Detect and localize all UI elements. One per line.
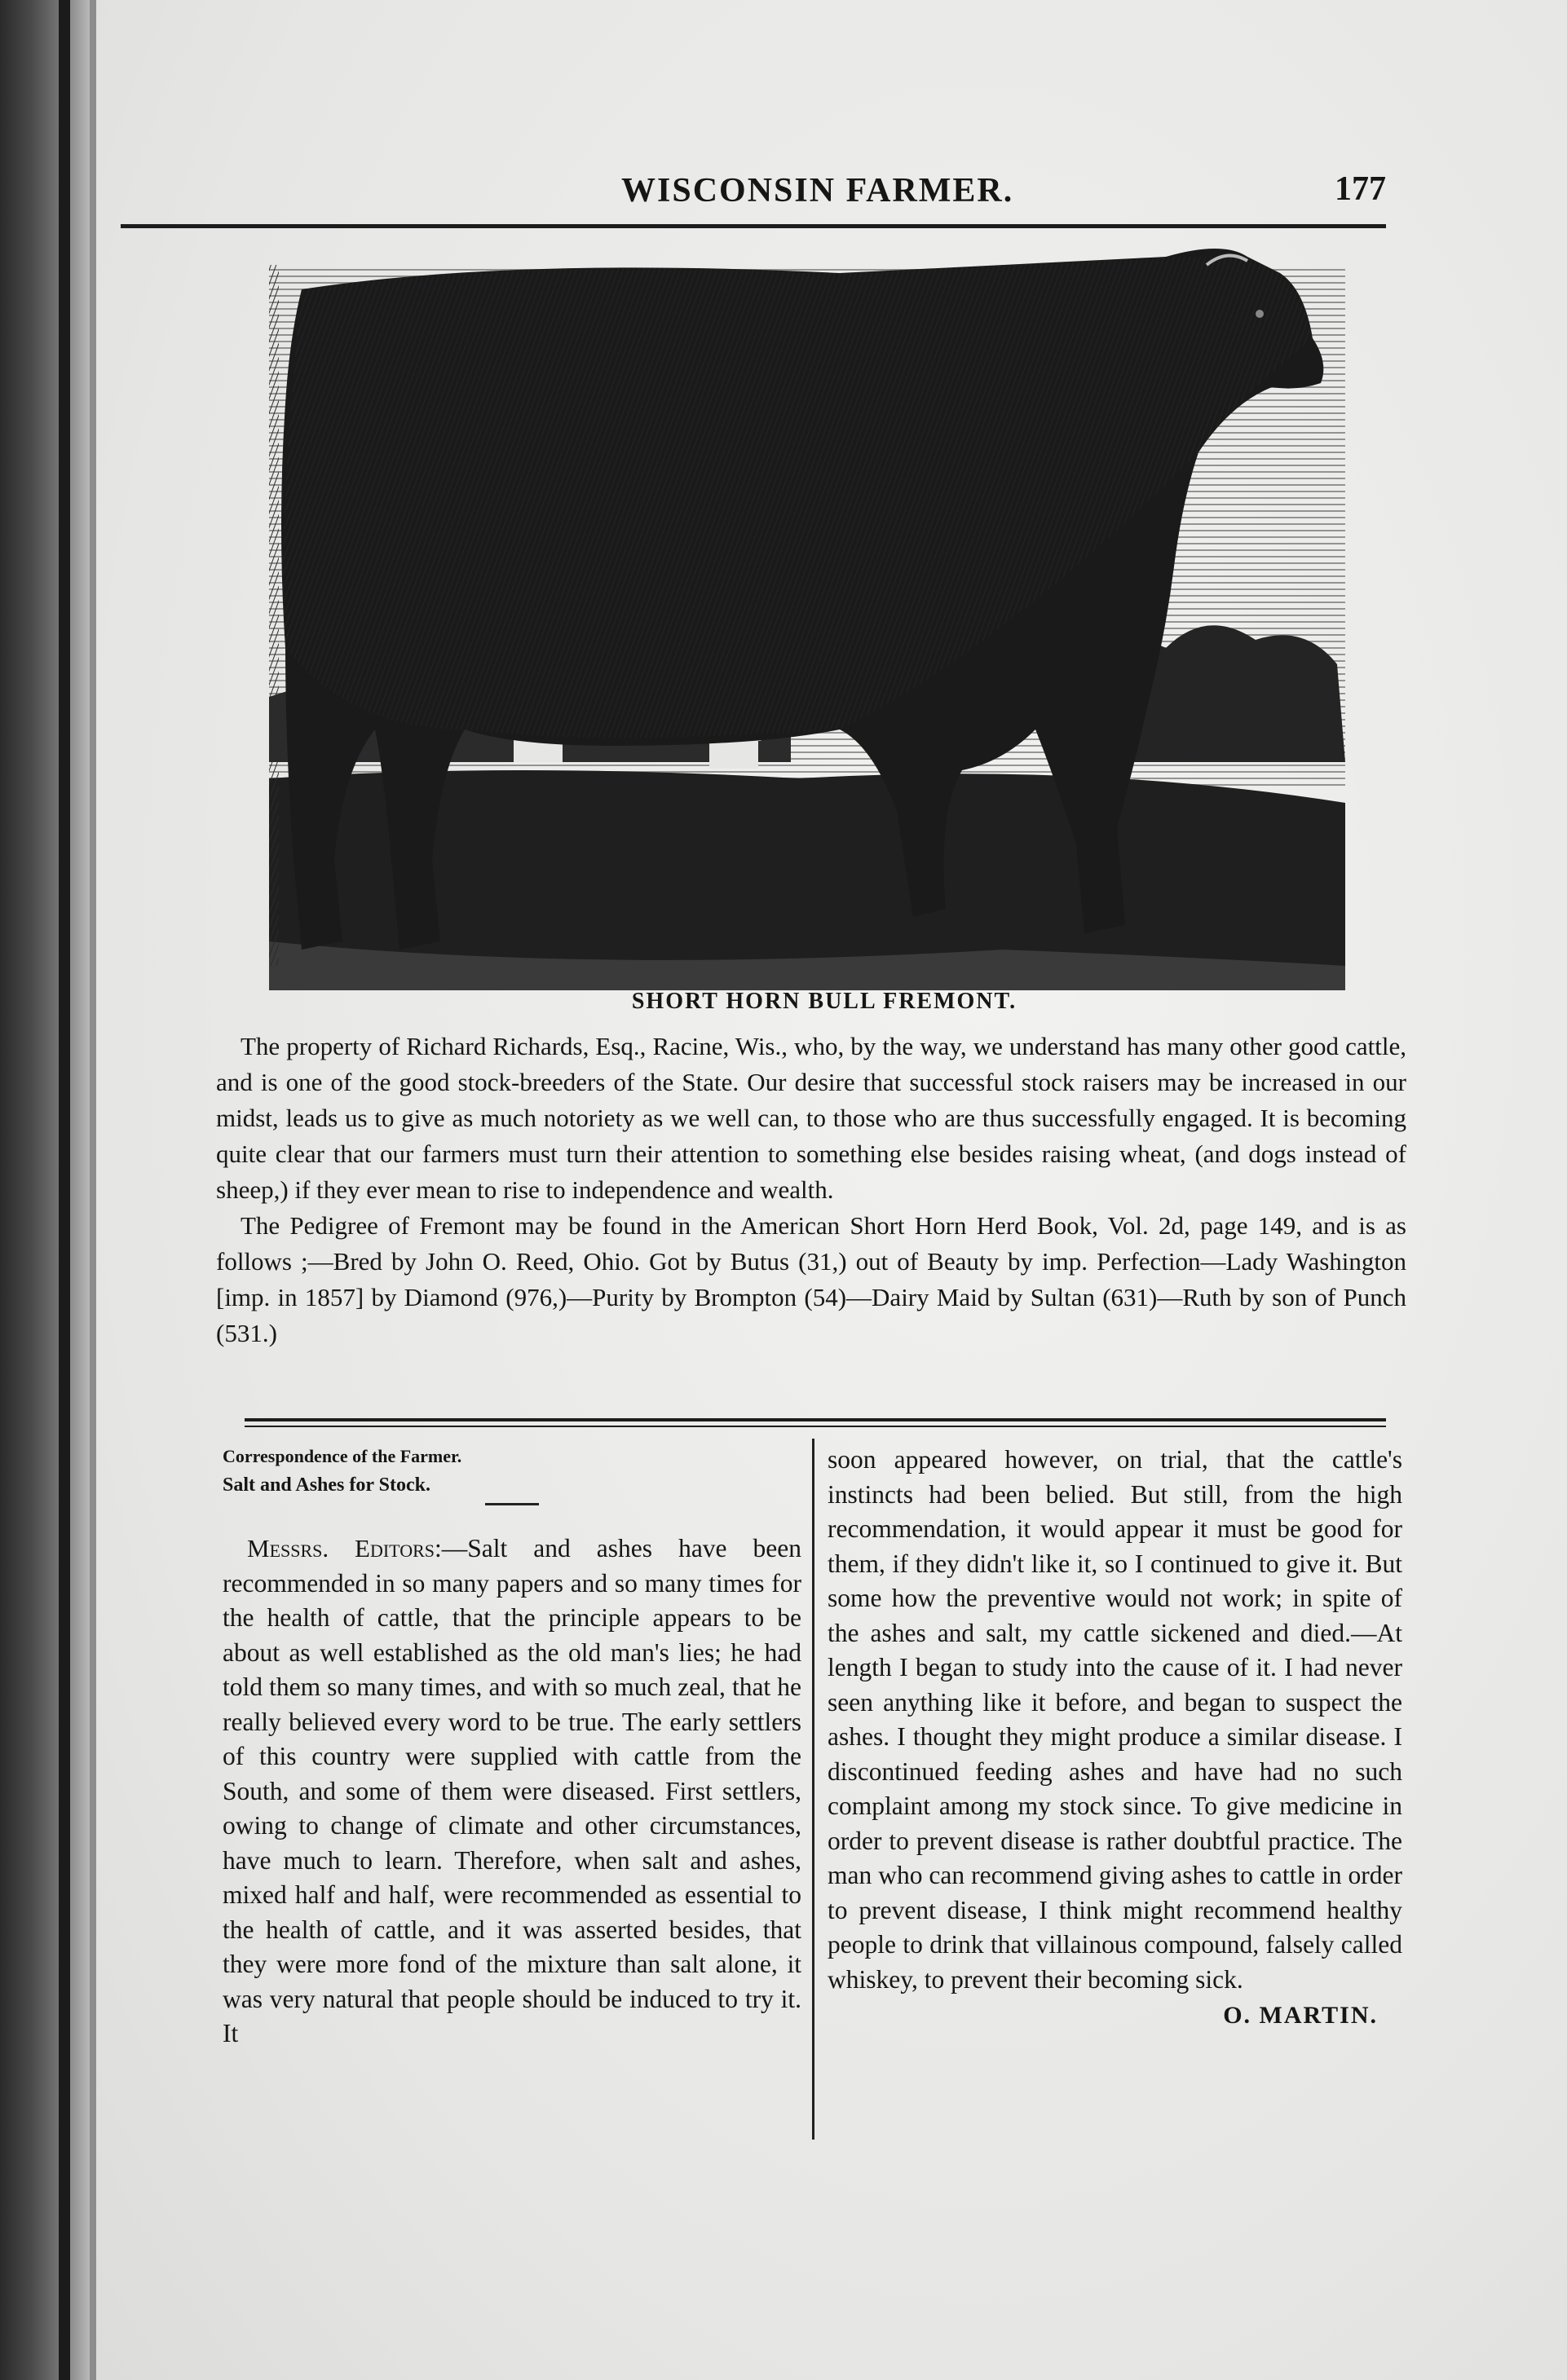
- right-column-text: soon appeared however, on trial, that the cattle's instincts had been belied. But still, from the high recommendation, it would appear it must be good for them, if they didn't like it, so I continued to give it. But some how the preventive would not work; in spite of the ashes and salt, my cattle sickened and died.—At length I began to study into the cause of it. I had never seen anything like it before, and began to suspect the ashes. I thought they might produce a similar disease. I discontinued feeding ashes and have had no such complaint among my stock since. To give medicine in order to prevent disease is rather doubtful practice. The man who can recommend giving ashes to cattle in order to prevent disease, I think might recommend healthy people to drink that villainous compound, falsely called whiskey, to prevent their becoming sick.: [828, 1445, 1402, 1994]
- intro-paragraph: The property of Richard Richards, Esq., Racine, Wis., who, by the way, we understand has many other good cattle, and is one of the good stock-breeders of the State. Our desire that successful stock raisers may be increased in our midst, leads us to give as much notoriety as we well can, to those who are thus successfully engaged. It is becoming quite clear that our farmers must turn their attention to something else besides raising wheat, (and dogs instead of sheep,) if they ever mean to rise to independence and wealth.: [216, 1032, 1406, 1204]
- engraving-house-right: [709, 739, 758, 769]
- book-spine-edge: [59, 0, 70, 2380]
- book-gutter-shadow: [0, 0, 90, 2380]
- correspondence-note: Correspondence of the Farmer.: [223, 1446, 462, 1466]
- salutation: Messrs. Editors: [247, 1534, 435, 1562]
- article-lead-paragraph: [223, 1532, 801, 2052]
- page-number: 177: [1335, 170, 1386, 208]
- caption-text: SHORT HORN BULL FREMONT.: [631, 989, 1017, 1014]
- column-divider: [812, 1439, 814, 2140]
- intro-text: [216, 1029, 1406, 1351]
- bull-engraving: [269, 240, 1345, 990]
- article-right-column: [828, 1443, 1402, 2034]
- section-rule-thin: [245, 1426, 1386, 1427]
- illustration-caption: [0, 989, 1567, 1015]
- title-rule: [485, 1503, 539, 1505]
- article-left-column: [223, 1443, 801, 2052]
- signature: O. MARTIN.: [1223, 2002, 1378, 2029]
- section-rule-thick: [245, 1418, 1386, 1421]
- pedigree-paragraph: The Pedigree of Fremont may be found in the American Short Horn Herd Book, Vol. 2d, page 149, and is as follows ;—Bred by John O. Reed, Ohio. Got by Butus (31,) out of Beauty by imp. Perfection—Lady Washington [imp. in 1857] by Diamond (976,)—Purity by Brompton (54)—Dairy Maid by Sultan (631)—Ruth by son of Punch (531.): [216, 1211, 1406, 1347]
- page-header: [122, 163, 1386, 212]
- left-column-text: :—Salt and ashes have been recommended in so many papers and so many times for the health of cattle, that the principle appears to be about as well established as the old man's lies; he had told them so many times, and with so much zeal, that he really believed every word to be true. The early settlers of this country were supplied with cattle from the South, and some of them were diseased. First settlers, owing to change of climate and other circumstances, have much to learn. Therefore, when salt and ashes, mixed half and half, were recommended as essential to the health of cattle, and it was asserted besides, that they were more fond of the mixture than salt alone, it was very natural that people should be induced to try it. It: [223, 1534, 802, 2047]
- header-rule: [121, 224, 1386, 228]
- article-title: Salt and Ashes for Stock.: [223, 1474, 430, 1496]
- running-title: WISCONSIN FARMER.: [621, 172, 1014, 209]
